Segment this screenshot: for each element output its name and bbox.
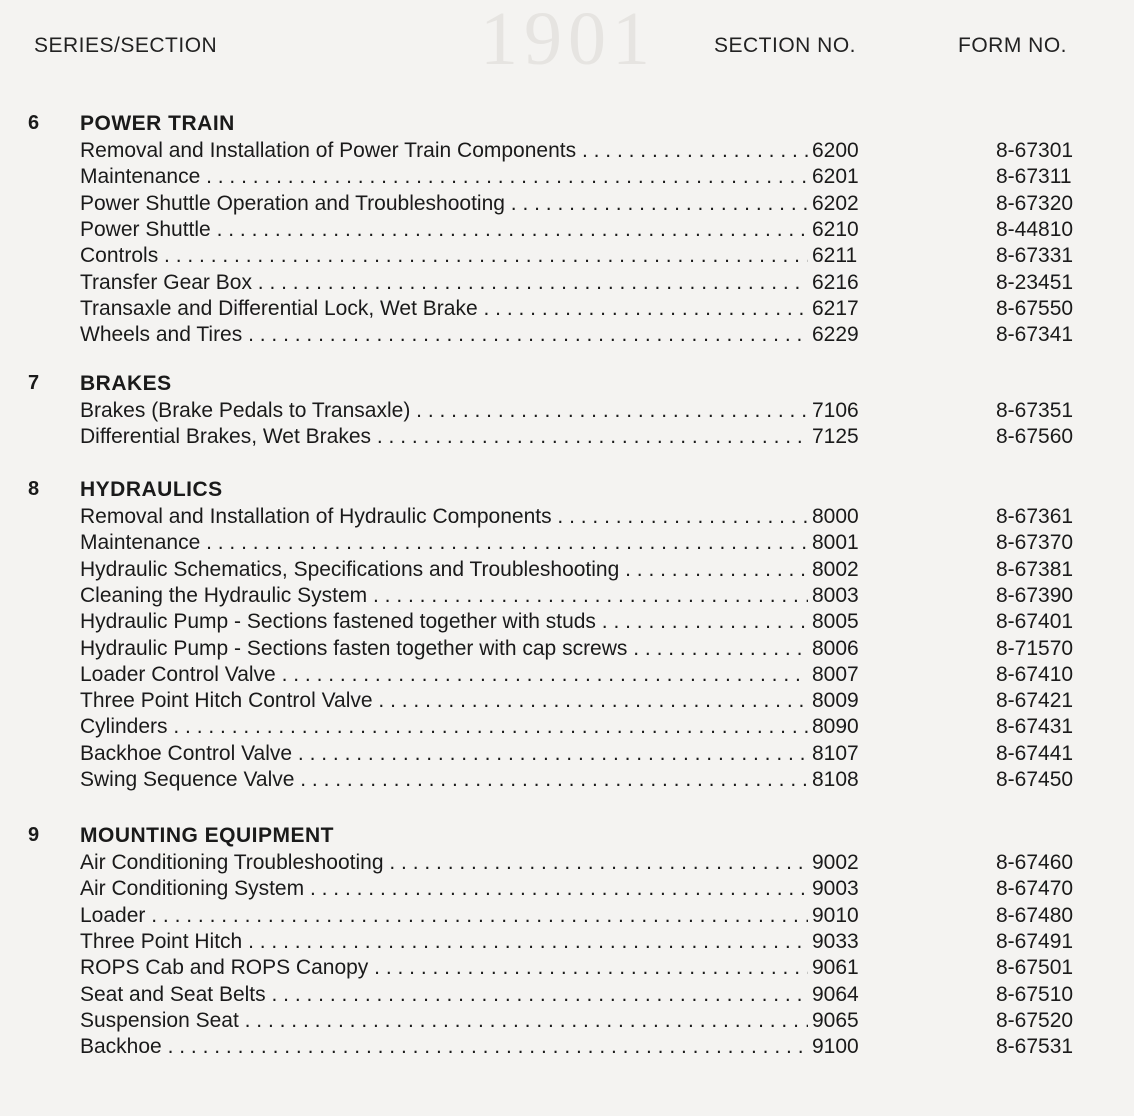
entry-title: Transfer Gear Box . . . xyxy=(80,270,808,296)
entry-title: Brakes (Brake Pedals to Transaxle) . . . xyxy=(80,398,808,424)
entry-form-no: 8-67480 xyxy=(996,903,1074,927)
table-row xyxy=(0,557,1134,583)
entry-form-no: 8-67550 xyxy=(996,296,1074,320)
entry-form-no: 8-67510 xyxy=(996,982,1074,1006)
section-group xyxy=(0,112,1134,352)
entry-section-no: 6200 xyxy=(812,139,859,162)
table-row xyxy=(0,138,1134,164)
table-row xyxy=(0,504,1134,530)
entry-form-no: 8-67560 xyxy=(996,425,1074,449)
group-number: 6 xyxy=(28,112,40,134)
entry-form-no: 8-67381 xyxy=(996,557,1074,581)
table-row xyxy=(0,270,1134,296)
entry-title: Transaxle and Differential Lock, Wet Brake . . . xyxy=(80,296,808,322)
table-row xyxy=(0,714,1134,740)
entry-form-no: 8-67531 xyxy=(996,1035,1074,1059)
entry-form-no: 8-67311 xyxy=(996,165,1072,189)
entry-form-no: 8-67320 xyxy=(996,191,1074,215)
table-row xyxy=(0,164,1134,190)
group-number: 8 xyxy=(28,478,40,500)
table-row xyxy=(0,1034,1134,1060)
entry-section-no: 8006 xyxy=(812,636,859,660)
entry-title: Power Shuttle . . . xyxy=(80,217,808,243)
table-row xyxy=(0,296,1134,322)
entry-form-no: 8-67370 xyxy=(996,531,1074,555)
entry-form-no: 8-67431 xyxy=(996,715,1074,739)
table-row xyxy=(0,982,1134,1008)
entry-form-no: 8-67401 xyxy=(996,610,1074,634)
entry-title: Seat and Seat Belts . . . xyxy=(80,982,808,1008)
entry-form-no: 8-67460 xyxy=(996,851,1074,874)
group-title: HYDRAULICS xyxy=(80,478,223,501)
table-row xyxy=(0,850,1134,876)
entry-title: Maintenance . . . xyxy=(80,164,808,190)
entry-section-no: 9002 xyxy=(812,851,859,874)
table-row xyxy=(0,243,1134,269)
table-row xyxy=(0,322,1134,348)
entry-title: Backhoe Control Valve . . . xyxy=(80,741,808,767)
entry-section-no: 9003 xyxy=(812,877,859,901)
table-row xyxy=(0,636,1134,662)
entry-title: Three Point Hitch . . . xyxy=(80,929,808,955)
entry-form-no: 8-67470 xyxy=(996,877,1074,901)
entry-section-no: 8000 xyxy=(812,505,859,528)
table-row xyxy=(0,767,1134,793)
entry-section-no: 9010 xyxy=(812,903,859,927)
entry-section-no: 8090 xyxy=(812,715,859,739)
table-row xyxy=(0,688,1134,714)
entry-title: Removal and Installation of Hydraulic Components . . . xyxy=(80,504,808,530)
entry-form-no: 8-67441 xyxy=(996,741,1074,765)
table-row xyxy=(0,424,1134,450)
entry-section-no: 8009 xyxy=(812,689,859,713)
entry-title: Hydraulic Pump - Sections fasten together with cap screws . . . xyxy=(80,636,808,662)
entry-section-no: 7106 xyxy=(812,399,859,422)
entry-section-no: 8005 xyxy=(812,610,859,634)
entry-title: ROPS Cab and ROPS Canopy . . . xyxy=(80,955,808,981)
section-group xyxy=(0,372,1134,455)
table-row xyxy=(0,217,1134,243)
entry-section-no: 6210 xyxy=(812,217,859,241)
entry-section-no: 7125 xyxy=(812,425,859,449)
table-row xyxy=(0,398,1134,424)
entry-section-no: 9100 xyxy=(812,1035,859,1059)
entry-section-no: 6211 xyxy=(812,244,858,268)
entry-section-no: 8001 xyxy=(812,531,859,555)
entry-section-no: 6217 xyxy=(812,296,859,320)
entry-section-no: 6216 xyxy=(812,270,859,294)
table-row xyxy=(0,1008,1134,1034)
table-row xyxy=(0,741,1134,767)
group-number: 7 xyxy=(28,372,40,394)
header-series-section: SERIES/SECTION xyxy=(34,34,218,57)
table-row xyxy=(0,191,1134,217)
entry-form-no: 8-67450 xyxy=(996,768,1074,791)
group-title: BRAKES xyxy=(80,372,172,395)
entry-form-no: 8-23451 xyxy=(996,270,1074,294)
table-row xyxy=(0,609,1134,635)
entry-form-no: 8-67351 xyxy=(996,399,1074,422)
table-row xyxy=(0,662,1134,688)
section-group xyxy=(0,824,1134,1064)
entry-section-no: 8007 xyxy=(812,662,859,686)
entry-section-no: 8107 xyxy=(812,741,859,765)
entry-title: Cylinders . . . xyxy=(80,714,808,740)
entry-title: Three Point Hitch Control Valve . . . xyxy=(80,688,808,714)
table-row xyxy=(0,955,1134,981)
entry-form-no: 8-67491 xyxy=(996,929,1074,953)
entry-section-no: 8002 xyxy=(812,557,859,581)
entry-title: Swing Sequence Valve . . . xyxy=(80,767,808,793)
entry-title: Hydraulic Schematics, Specifications and Troubleshooting . . . xyxy=(80,557,808,583)
entry-title: Controls . . . xyxy=(80,243,808,269)
table-row xyxy=(0,583,1134,609)
table-row xyxy=(0,929,1134,955)
entry-title: Loader Control Valve . . . xyxy=(80,662,808,688)
entry-section-no: 6201 xyxy=(812,165,859,189)
entry-title: Suspension Seat . . . xyxy=(80,1008,808,1034)
table-row xyxy=(0,876,1134,902)
entry-section-no: 8003 xyxy=(812,583,859,607)
entry-form-no: 8-67361 xyxy=(996,505,1074,528)
group-title: POWER TRAIN xyxy=(80,112,235,135)
entry-form-no: 8-67301 xyxy=(996,139,1074,162)
entry-title: Removal and Installation of Power Train Components . . . xyxy=(80,138,808,164)
entry-form-no: 8-67421 xyxy=(996,689,1074,713)
entry-form-no: 8-44810 xyxy=(996,217,1074,241)
entry-title: Wheels and Tires . . . xyxy=(80,322,808,348)
entry-form-no: 8-71570 xyxy=(996,636,1074,660)
entry-form-no: 8-67390 xyxy=(996,583,1074,607)
entry-title: Backhoe . . . xyxy=(80,1034,808,1060)
entry-title: Maintenance . . . xyxy=(80,530,808,556)
entry-title: Cleaning the Hydraulic System . . . xyxy=(80,583,808,609)
header-section-no: SECTION NO. xyxy=(714,34,857,57)
entry-form-no: 8-67410 xyxy=(996,662,1074,686)
entry-section-no: 9033 xyxy=(812,929,859,953)
group-number: 9 xyxy=(28,824,40,846)
background-ghost-text: 1901 xyxy=(480,0,656,81)
section-group xyxy=(0,478,1134,797)
entry-form-no: 8-67341 xyxy=(996,323,1074,347)
entry-form-no: 8-67520 xyxy=(996,1008,1074,1032)
entry-title: Air Conditioning Troubleshooting . . . xyxy=(80,850,808,876)
entry-title: Power Shuttle Operation and Troubleshooting . . . xyxy=(80,191,808,217)
entry-title: Loader . . . xyxy=(80,903,808,929)
entry-form-no: 8-67501 xyxy=(996,956,1074,980)
entry-section-no: 8108 xyxy=(812,768,859,791)
entry-section-no: 6202 xyxy=(812,191,859,215)
header-form-no: FORM NO. xyxy=(958,34,1067,57)
entry-form-no: 8-67331 xyxy=(996,244,1074,268)
table-row xyxy=(0,530,1134,556)
table-row xyxy=(0,903,1134,929)
entry-section-no: 9065 xyxy=(812,1008,859,1032)
group-title: MOUNTING EQUIPMENT xyxy=(80,824,334,847)
entry-section-no: 9061 xyxy=(812,956,859,980)
entry-title: Differential Brakes, Wet Brakes . . . xyxy=(80,424,808,450)
entry-section-no: 9064 xyxy=(812,982,859,1006)
entry-title: Hydraulic Pump - Sections fastened together with studs . . . xyxy=(80,609,808,635)
entry-section-no: 6229 xyxy=(812,323,859,347)
entry-title: Air Conditioning System . . . xyxy=(80,876,808,902)
